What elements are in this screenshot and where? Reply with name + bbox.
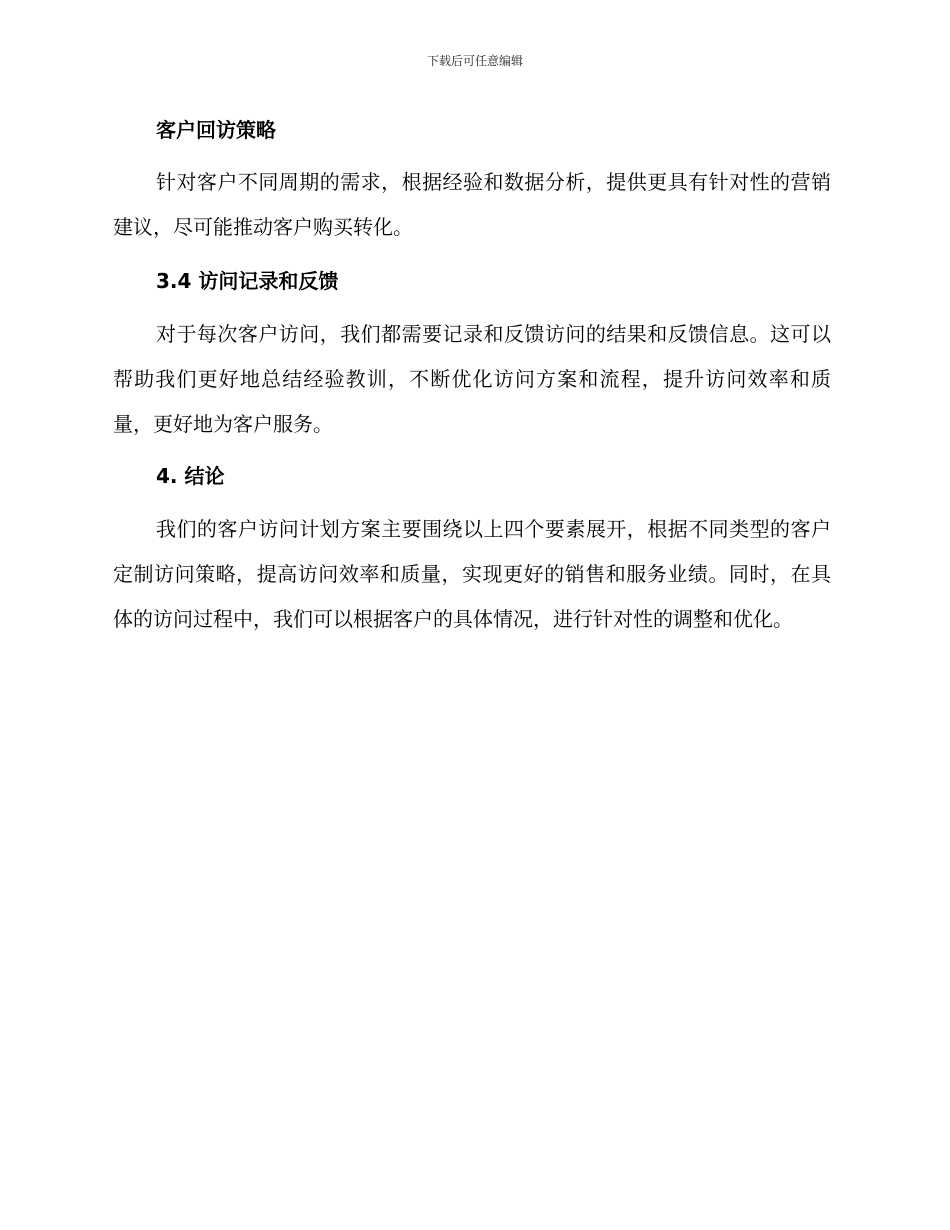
- document-body: [113, 110, 831, 642]
- section-paragraph-conclusion: 我们的客户访问计划方案主要围绕以上四个要素展开，根据不同类型的客户定制访问策略，提高访问效率和质量，实现更好的销售和服务业绩。同时，在具体的访问过程中，我们可以根据客户的具体情况，进行针对性的调整和优化。: [113, 517, 831, 631]
- section-heading-conclusion: 4. 结论: [156, 464, 225, 488]
- section-heading-visit-strategy: 客户回访策略: [156, 118, 276, 142]
- section-paragraph-records-feedback: 对于每次客户访问，我们都需要记录和反馈访问的结果和反馈信息。这可以帮助我们更好地总结经验教训，不断优化访问方案和流程，提升访问效率和质量，更好地为客户服务。: [113, 322, 831, 436]
- section-heading-records-feedback: 3.4 访问记录和反馈: [156, 269, 339, 293]
- page-header: 下载后可任意编辑: [426, 54, 523, 68]
- section-paragraph-visit-strategy: 针对客户不同周期的需求，根据经验和数据分析，提供更具有针对性的营销建议，尽可能推动客户购买转化。: [113, 170, 831, 239]
